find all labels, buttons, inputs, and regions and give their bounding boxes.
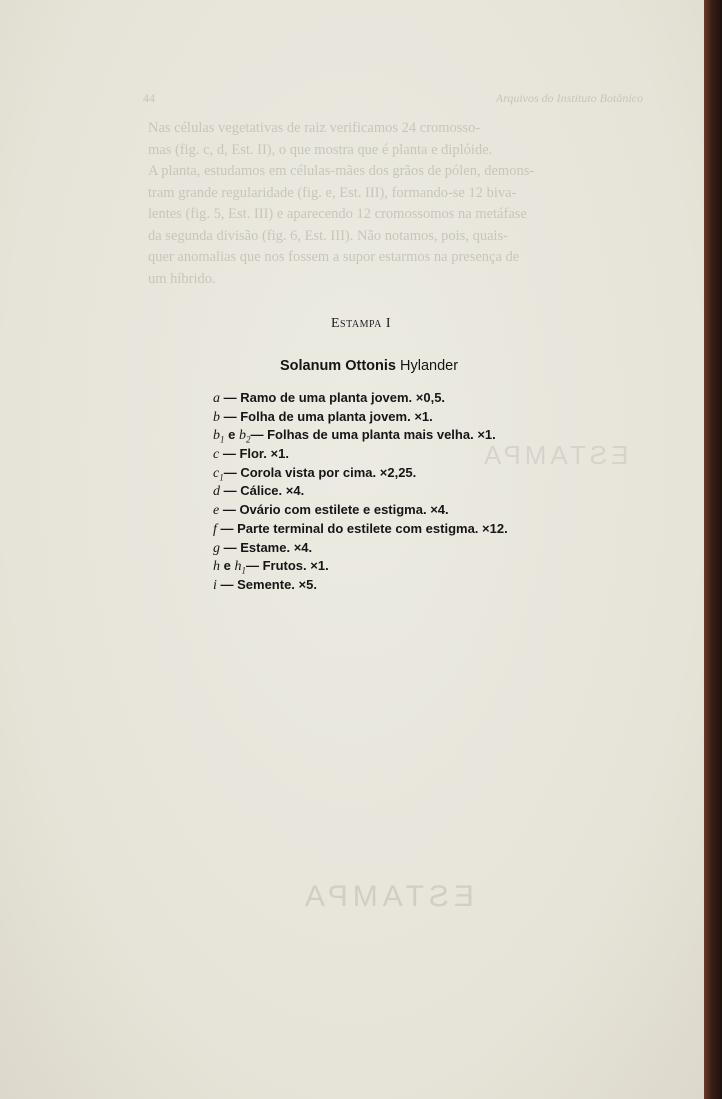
legend-item [213,557,633,576]
legend-key-second: h [234,559,242,575]
show-through-running-head: Arquivos do Instituto Botânico [495,91,643,105]
show-through-line: da segunda divisão (fig. 6, Est. III). Não notamos, pois, quais- [148,227,509,244]
legend-joiner: e [220,558,235,574]
legend-key-subscript: 1 [220,434,225,445]
legend-key: f [213,521,217,537]
plate-label [0,316,722,332]
legend-item [213,445,633,464]
species-name: Solanum Ottonis [279,358,396,374]
legend-key: e [213,503,220,519]
show-through-line: um híbrido. [148,270,216,287]
legend-description: — Ramo de uma planta jovem. ×0,5. [220,390,446,405]
show-through-mirror-heading-2: ESTAMPA [480,440,629,470]
legend-key: g [213,540,220,556]
show-through-line: mas (fig. c, d, Est. II), o que mostra que é planta e diplóide. [148,141,493,158]
legend-key: h [213,559,220,575]
legend-item [213,389,633,408]
legend-description: — Corola vista por cima. ×2,25. [223,464,417,480]
legend-key: b [213,428,220,444]
legend-item [213,408,633,427]
plate-label-text: Estampa I [330,316,392,331]
show-through-line: tram grande regularidade (fig. e, Est. III), formando-se 12 biva- [148,184,517,201]
show-through-page-number: 44 [143,91,155,105]
legend-item [213,539,633,558]
legend-key: d [213,484,220,500]
legend-description: — Frutos. ×1. [245,558,329,574]
show-through-mirror-heading: ESTAMPA [300,880,474,913]
show-through-line: Nas células vegetativas de raiz verificamos 24 cromosso- [148,120,481,136]
legend-description: — Ovário com estilete e estigma. ×4. [219,502,449,518]
legend-key-second-subscript: 2 [245,434,251,445]
book-binding-edge [704,0,722,1099]
show-through-header [143,88,643,110]
legend-key-second-subscript: 1 [241,565,246,576]
legend-key: a [213,391,220,406]
legend-description: — Semente. ×5. [216,576,317,592]
species-author: Hylander [400,358,459,374]
legend-description: — Estame. ×4. [220,539,313,555]
legend-key-second: b [238,428,246,444]
legend-key: c [213,465,220,481]
legend-description: — Folhas de uma planta mais velha. ×1. [250,427,496,443]
figure-legend [213,389,633,595]
legend-joiner: e [224,427,239,443]
legend-key: c [213,447,220,463]
legend-description: — Parte terminal do estilete com estigma. ×12. [216,520,508,536]
legend-key: i [213,577,217,593]
show-through-line: quer anomalias que nos fossem a supor estarmos na presença de [148,249,520,265]
show-through-line: A planta, estudamos em células-mães dos grãos de pólen, demons- [148,163,535,179]
legend-item [213,576,633,595]
legend-description: — Flor. ×1. [219,446,289,462]
legend-description: — Cálice. ×4. [220,483,305,499]
show-through-line: lentes (fig. 5, Est. III) e aparecendo 12 cromossomos na metáfase [148,206,527,222]
species-heading [0,358,722,374]
legend-item [213,482,633,501]
legend-description: — Folha de uma planta jovem. ×1. [220,408,433,424]
legend-item [213,426,633,445]
show-through-paragraph [148,118,652,290]
legend-key: b [213,409,220,425]
legend-item [213,501,633,520]
legend-item [213,520,633,539]
legend-item [213,464,633,483]
legend-key-subscript: 1 [219,472,224,483]
